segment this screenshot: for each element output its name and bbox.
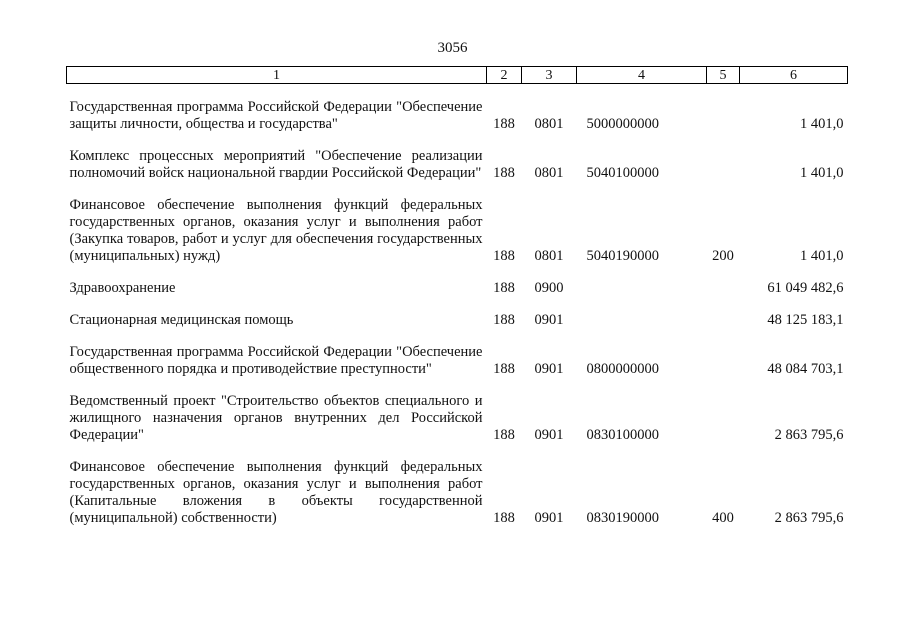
row-ved: 188	[493, 361, 515, 377]
table-row	[67, 99, 848, 133]
row-name: Стационарная медицинская помощь	[69, 312, 294, 328]
header-col-6: 6	[740, 67, 848, 84]
table-row	[67, 312, 848, 329]
header-col-4: 4	[577, 67, 707, 84]
row-ved: 188	[493, 510, 515, 526]
header-col-3: 3	[522, 67, 577, 84]
table-row	[67, 459, 848, 527]
row-rzpr: 0801	[534, 116, 564, 132]
row-csr: 0830190000	[586, 510, 659, 526]
row-vr	[707, 148, 740, 182]
row-rzpr: 0901	[534, 427, 564, 443]
row-rzpr: 0901	[534, 361, 564, 377]
row-vr	[707, 344, 740, 378]
header-col-5: 5	[707, 67, 740, 84]
header-row	[67, 67, 848, 84]
row-name: Финансовое обеспечение выполнения функций федеральных государственных органов, оказания услуг и выполнения работ (Закупка товаров, работ и услуг для обеспечения государственных (муниципальных) нужд)	[69, 197, 483, 264]
row-sum: 2 863 795,6	[774, 427, 844, 443]
row-sum: 61 049 482,6	[767, 280, 844, 296]
row-sum: 48 084 703,1	[767, 361, 844, 377]
row-name: Финансовое обеспечение выполнения функций федеральных государственных органов, оказания услуг и выполнения работ (Капитальные вложения в объекты государственной (муниципальной) собственности)	[69, 459, 483, 526]
row-ved: 188	[493, 248, 515, 264]
header-col-2: 2	[487, 67, 522, 84]
row-vr: 200	[712, 248, 734, 264]
table-row	[67, 148, 848, 182]
table-row	[67, 344, 848, 378]
row-vr	[707, 99, 740, 133]
table-row	[67, 280, 848, 297]
row-name: Государственная программа Российской Федерации "Обеспечение защиты личности, общества и государства"	[69, 99, 483, 132]
row-vr	[707, 312, 740, 329]
row-rzpr: 0901	[534, 510, 564, 526]
row-rzpr: 0900	[534, 280, 564, 296]
row-sum: 1 401,0	[800, 248, 844, 264]
row-vr	[707, 393, 740, 444]
row-sum: 1 401,0	[800, 116, 844, 132]
row-sum: 1 401,0	[800, 165, 844, 181]
page-number: 3056	[437, 40, 468, 56]
row-sum: 2 863 795,6	[774, 510, 844, 526]
row-ved: 188	[493, 427, 515, 443]
row-name: Государственная программа Российской Федерации "Обеспечение общественного порядка и противодействие преступности"	[69, 344, 483, 377]
row-csr: 5040100000	[586, 165, 659, 181]
row-csr: 0830100000	[586, 427, 659, 443]
row-ved: 188	[493, 165, 515, 181]
budget-table	[66, 66, 848, 527]
table-row	[67, 197, 848, 265]
row-ved: 188	[493, 312, 515, 328]
row-vr	[707, 280, 740, 297]
header-col-1: 1	[67, 67, 487, 84]
table-row	[67, 393, 848, 444]
row-csr	[577, 280, 707, 297]
row-ved: 188	[493, 280, 515, 296]
row-rzpr: 0801	[534, 165, 564, 181]
row-name: Здравоохранение	[69, 280, 176, 296]
table-body	[67, 84, 848, 528]
row-csr: 5040190000	[586, 248, 659, 264]
row-name: Ведомственный проект "Строительство объектов специального и жилищного назначения органов внутренних дел Российской Федерации"	[69, 393, 483, 443]
table-header	[67, 67, 848, 84]
row-vr: 400	[712, 510, 734, 526]
row-name: Комплекс процессных мероприятий "Обеспечение реализации полномочий войск национальной гвардии Российской Федерации"	[69, 148, 483, 181]
row-ved: 188	[493, 116, 515, 132]
row-csr	[577, 312, 707, 329]
row-csr: 0800000000	[586, 361, 659, 377]
row-rzpr: 0901	[534, 312, 564, 328]
row-rzpr: 0801	[534, 248, 564, 264]
row-csr: 5000000000	[586, 116, 659, 132]
row-sum: 48 125 183,1	[767, 312, 844, 328]
